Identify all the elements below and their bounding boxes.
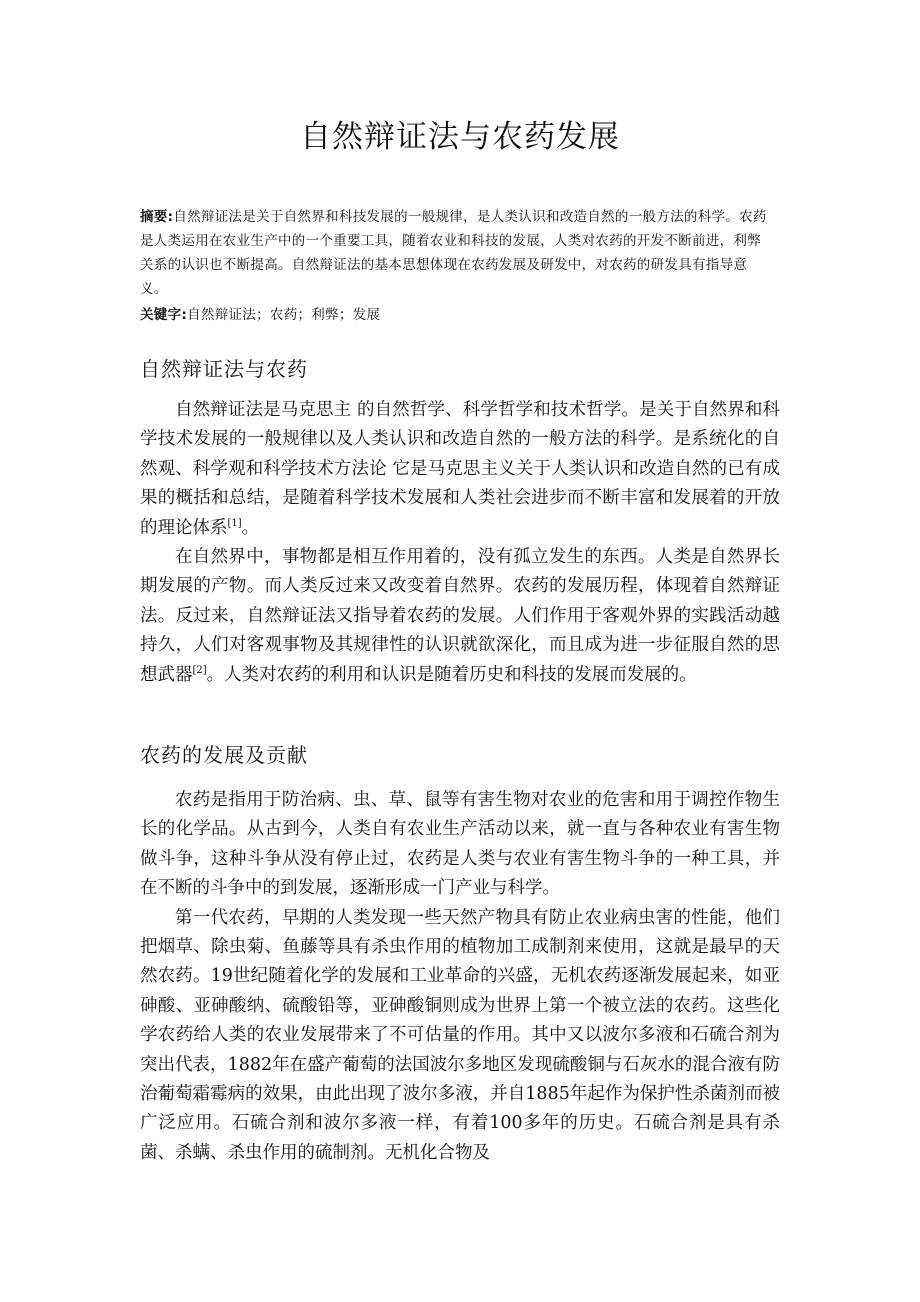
citation-ref[interactable]: [2] xyxy=(192,664,207,676)
paragraph xyxy=(140,543,780,690)
section-heading-2: 农药的发展及贡献 xyxy=(140,743,308,767)
abstract xyxy=(140,205,772,301)
paragraph-text-tail: 。 xyxy=(241,517,260,538)
paragraph-text: 农药是指用于防治病、虫、草、鼠等有害生物对农业的危害和用于调控作物生长的化学品。从古到今，人类自有农业生产活动以来，就一直与各种农业有害生物做斗争，这种斗争从没有停止过，农药是人类与农业有害生物斗争的一种工具，并在不断的斗争中的到发展，逐渐形成一门产业与科学。 xyxy=(140,790,780,899)
section-heading-1: 自然辩证法与农药 xyxy=(140,357,308,381)
abstract-text: 自然辩证法是关于自然界和科技发展的一般规律，是人类认识和改造自然的一般方法的科学。农药是人类运用在农业生产中的一个重要工具，随着农业和科技的发展，人类对农药的开发不断前进，利弊关系的认识也不断提高。自然辩证法的基本思想体现在农药发展及研发中，对农药的研发具有指导意义。 xyxy=(140,209,767,297)
paragraph xyxy=(140,904,780,1169)
section-body-1 xyxy=(140,396,780,690)
document-title: 自然辩证法与农药发展 xyxy=(300,119,620,155)
paragraph xyxy=(140,786,780,904)
keywords xyxy=(140,303,772,327)
section-body-2 xyxy=(140,786,780,1168)
paragraph-text-tail: 。人类对农药的利用和认识是随着历史和科技的发展而发展的。 xyxy=(206,664,697,685)
citation-ref[interactable]: [1] xyxy=(227,517,242,529)
paragraph-text: 自然辩证法是马克思主 的自然哲学、科学哲学和技术哲学。是关于自然界和科学技术发展的一般规律以及人类认识和改造自然的一般方法的科学。是系统化的自然观、科学观和科学技术方法论 它是马克思主义关于人类认识和改造自然的已有成果的概括和总结，是随着科学技术发展和人类社会进步而不断丰富和发展着的开放的理论体系 xyxy=(140,400,780,538)
paragraph-text: 第一代农药，早期的人类发现一些天然产物具有防止农业病虫害的性能，他们把烟草、除虫菊、鱼藤等具有杀虫作用的植物加工成制剂来使用，这就是最早的天然农药。19世纪随着化学的发展和工业革命的兴盛，无机农药逐渐发展起来，如亚砷酸、亚砷酸纳、硫酸铅等，亚砷酸铜则成为世界上第一个被立法的农药。这些化学农药给人类的农业发展带来了不可估量的作用。其中又以波尔多液和石硫合剂为突出代表，1882年在盛产葡萄的法国波尔多地区发现硫酸铜与石灰水的混合液有防治葡萄霜霉病的效果，由此出现了波尔多液，并自1885年起作为保护性杀菌剂而被广泛应用。石硫合剂和波尔多液一样，有着100多年的历史。石硫合剂是具有杀菌、杀螨、杀虫作用的硫制剂。无机化合物及 xyxy=(140,907,780,1163)
abstract-label: 摘要: xyxy=(140,209,174,225)
keywords-label: 关键字: xyxy=(140,307,188,323)
keywords-text: 自然辩证法；农药；利弊；发展 xyxy=(187,307,381,323)
paragraph xyxy=(140,396,780,543)
paragraph-text: 在自然界中，事物都是相互作用着的，没有孤立发生的东西。人类是自然界长期发展的产物。而人类反过来又改变着自然界。农药的发展历程，体现着自然辩证法。反过来，自然辩证法又指导着农药的发展。人们作用于客观外界的实践活动越持久，人们对客观事物及其规律性的认识就欲深化，而且成为进一步征服自然的思想武器 xyxy=(140,547,780,685)
